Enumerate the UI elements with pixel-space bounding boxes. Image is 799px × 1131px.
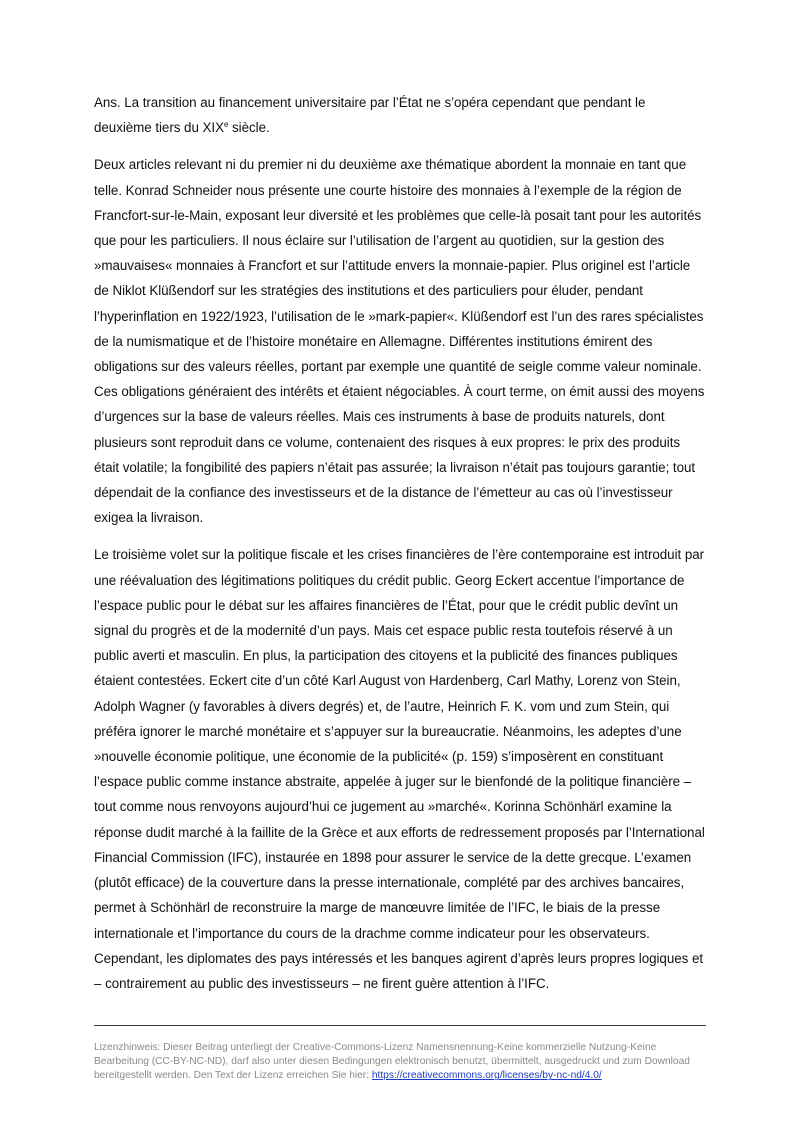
paragraph-1-text: Ans. La transition au financement universitaire par l’État ne s’opéra cependant que pendant le deuxième tiers du XIX — [94, 95, 646, 136]
paragraph-2: Deux articles relevant ni du premier ni du deuxième axe thématique abordent la monnaie en tant que telle. Konrad Schneider nous présente une courte histoire des monnaies à l’exemple de la région de Francfort-sur-le-Main, exposant leur diversité et les problèmes que celle-là posait tant pour les autorités que pour les particuliers. Il nous éclaire sur l’utilisation de l’argent au quotidien, sur la gestion des »mauvaises« monnaies à Francfort et sur l’attitude envers la monnaie-papier. Plus originel est l’article de Niklot Klüßendorf sur les stratégies des institutions et des particuliers pour éluder, pendant l’hyperinflation en 1922/1923, l’utilisation de le »mark-papier«. Klüßendorf est l’un des rares spécialistes de la numismatique et de l’histoire monétaire en Allemagne. Différentes institutions émirent des obligations sur des valeurs réelles, portant par exemple une quantité de seigle comme valeur nominale. Ces obligations généraient des intérêts et étaient négociables. À court terme, on émit aussi des moyens d’urgences sur la base de valeurs réelles. Mais ces instruments à base de produits naturels, dont plusieurs sont reproduit dans ce volume, contenaient des risques à eux propres: le prix des produits était volatile; la fongibilité des papiers n’était pas assurée; la livraison n’était pas toujours garantie; tout dépendait de la confiance des investisseurs et de la distance de l’émetteur au cas où l’investisseur exigea la livraison. — [94, 157, 705, 526]
license-text: Lizenzhinweis: Dieser Beitrag unterliegt der Creative-Commons-Lizenz Namensnennung-Keine kommerzielle Nutzung-Keine Bearbeitung (CC-BY-NC-ND), darf also unter diesen Bedingungen elektronisch benutzt, übermittelt, ausgedruckt und zum Download bereitgestellt werden. Den Text der Lizenz erreichen Sie hier: — [94, 1042, 690, 1082]
license-notice — [94, 1041, 706, 1084]
license-link[interactable]: https://creativecommons.org/licenses/by-nc-nd/4.0/ — [371, 1070, 602, 1082]
paragraph-1-tail: siècle. — [228, 120, 270, 136]
footer-divider — [94, 1025, 706, 1026]
page-footer — [94, 1025, 706, 1084]
document-body — [94, 90, 706, 1008]
paragraph-3: Le troisième volet sur la politique fiscale et les crises financières de l’ère contemporaine est introduit par une réévaluation des légitimations politiques du crédit public. Georg Eckert accentue l’importance de l’espace public pour le débat sur les affaires financières de l’État, pour que le crédit public devînt un signal du progrès et de la modernité d’un pays. Mais cet espace public resta toutefois réservé à un public averti et masculin. En plus, la participation des citoyens et la publicité des finances publiques étaient contestées. Eckert cite d’un côté Karl August von Hardenberg, Carl Mathy, Lorenz von Stein, Adolph Wagner (y favorables à divers degrés) et, de l’autre, Heinrich F. K. vom und zum Stein, qui préféra ignorer le marché monétaire et s’appuyer sur la bureaucratie. Néanmoins, les adeptes d’une »nouvelle économie politique, une économie de la publicité« (p. 159) s’imposèrent en constituant l’espace public comme instance abstraite, appelée à juger sur le bienfondé de la politique financière – tout comme nous renvoyons aujourd’hui ce jugement au »marché«. Korinna Schönhärl examine la réponse dudit marché à la faillite de la Grèce et aux efforts de redressement proposés par l’International Financial Commission (IFC), instaurée en 1898 pour assurer le service de la dette grecque. L’examen (plutôt efficace) de la couverture dans la presse internationale, complété par des archives bancaires, permet à Schönhärl de reconstruire la marge de manœuvre limitée de l’IFC, le biais de la presse internationale et l’importance du cours de la drachme comme indicateur pour les observateurs. Cependant, les diplomates des pays intéressés et les banques agirent d’après leurs propres logiques et – contrairement au public des investisseurs – ne firent guère attention à l’IFC. — [94, 547, 705, 991]
superscript-e: e — [223, 120, 229, 130]
paragraph-1 — [94, 90, 706, 140]
